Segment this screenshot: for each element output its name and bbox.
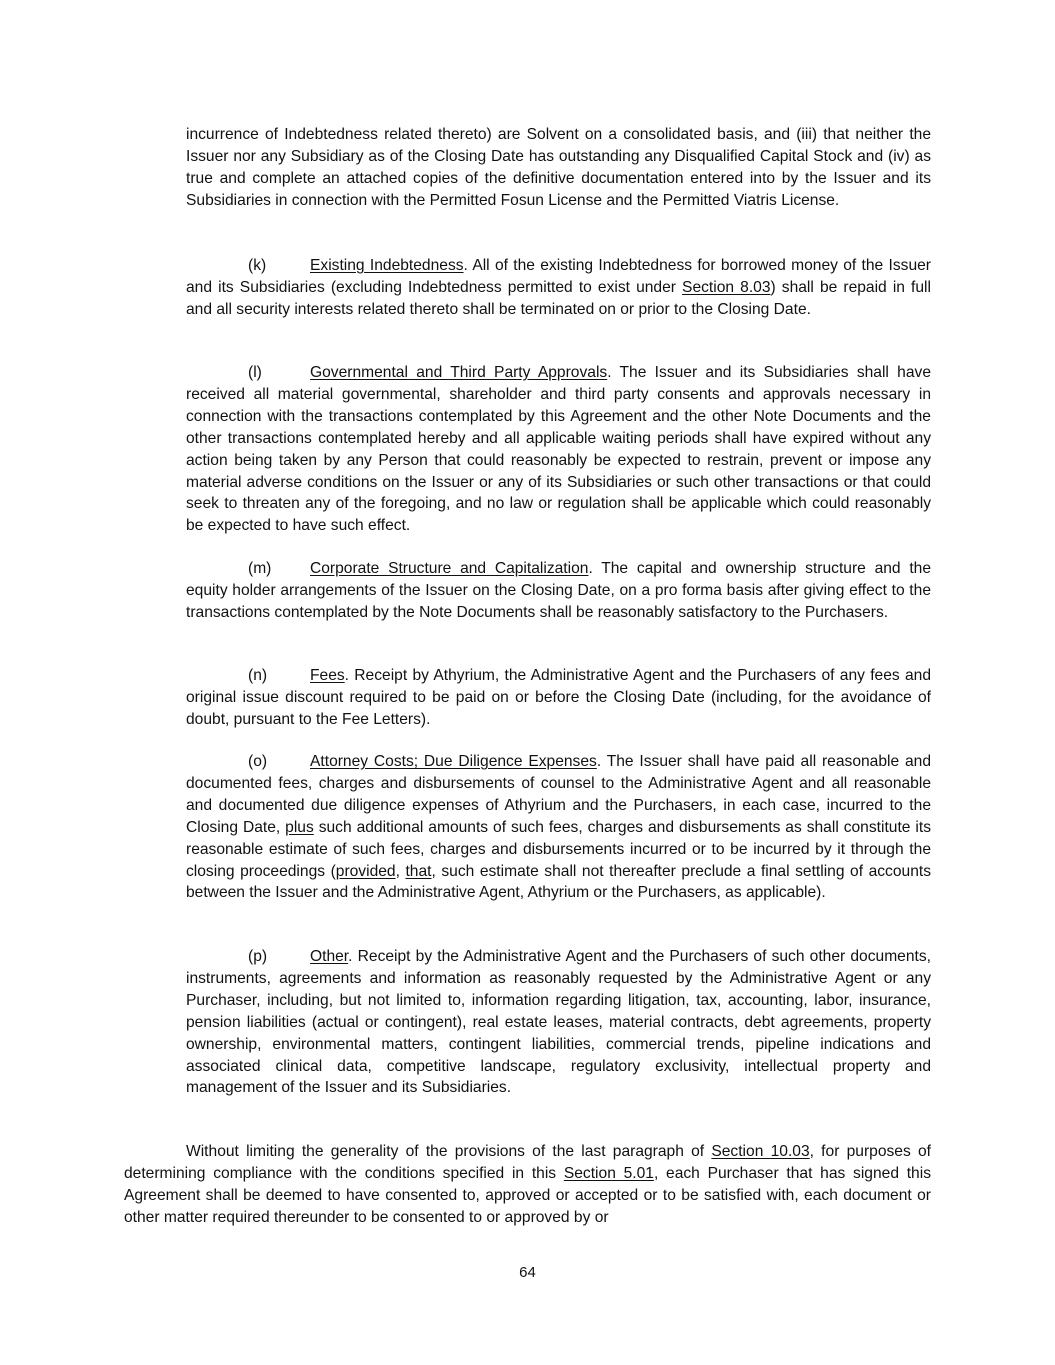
item-heading: Governmental and Third Party Approvals <box>310 364 608 381</box>
paragraph-text: . All of the existing Indebtedness for borrowed money of the Issuer and its Subsidiaries (excluding Indebtedness permitted to exist under <box>186 257 931 296</box>
paragraph-l-governmental-approvals <box>186 362 931 537</box>
section-reference: Section 8.03 <box>682 278 771 296</box>
paragraph-text: ) shall be repaid in full and all security interests related thereto shall be terminated on or prior to the Closing Date. <box>186 278 931 318</box>
provided-term: provided <box>335 862 396 880</box>
item-label: (o) <box>248 753 268 770</box>
item-heading: Other <box>310 948 349 965</box>
item-heading: Attorney Costs; Due Diligence Expenses <box>310 753 597 770</box>
item-heading: Existing Indebtedness <box>310 257 464 274</box>
paragraph-text: . Receipt by the Administrative Agent and the Purchasers of such other documents, instruments, agreements and information as reasonably requested by the Administrative Agent or any Purchaser, including, but not limited to, information regarding litigation, tax, accounting, labor, insurance, pension liabilities (actual or contingent), real estate leases, material contracts, debt agreements, property ownership, environmental matters, contingent liabilities, commercial trends, pipeline indications and associated clinical data, competitive landscape, regulatory exclusivity, intellectual property and management of the Issuer and its Subsidiaries. <box>186 948 931 1097</box>
separator-text: , <box>395 862 406 880</box>
paragraph-text: . The Issuer and its Subsidiaries shall have received all material governmental, shareholder and third party consents and approvals necessary in connection with the transactions contemplated by this Agreement and the other Note Documents and the other transactions contemplated hereby and all applicable waiting periods shall have expired without any action being taken by any Person that could reasonably be expected to restrain, prevent or impose any material adverse conditions on the Issuer or any of its Subsidiaries or such other transactions or that could seek to threaten any of the foregoing, and no law or regulation shall be applicable which could reasonably be expected to have such effect. <box>186 364 931 535</box>
item-label: (l) <box>248 364 262 381</box>
section-reference: Section 5.01 <box>563 1164 654 1182</box>
plus-term: plus <box>285 818 314 836</box>
item-label: (m) <box>248 560 272 577</box>
paragraph-text: , for purposes of determining compliance with the conditions specified in this <box>124 1143 931 1182</box>
paragraph-o-attorney-costs <box>186 751 931 904</box>
item-label: (p) <box>248 948 268 965</box>
paragraph-text: . The capital and ownership structure and the equity holder arrangements of the Issuer on the Closing Date, on a pro forma basis after giving effect to the transactions contemplated by the Note Documents shall be reasonably satisfactory to the Purchasers. <box>186 560 931 621</box>
that-term: that <box>405 862 432 880</box>
item-label: (k) <box>248 257 267 274</box>
paragraph-m-corporate-structure <box>186 558 931 624</box>
item-heading: Corporate Structure and Capitalization <box>310 560 589 577</box>
paragraph-closing <box>124 1141 931 1229</box>
section-reference: Section 10.03 <box>711 1143 810 1160</box>
item-label: (n) <box>248 667 268 684</box>
paragraph-text: , such estimate shall not thereafter preclude a final settling of accounts between the Issuer and the Administrative Agent, Athyrium or the Purchasers, as applicable). <box>186 862 931 902</box>
paragraph-intro <box>186 124 931 212</box>
paragraph-text: incurrence of Indebtedness related thereto) are Solvent on a consolidated basis, and (iii) that neither the Issuer nor any Subsidiary as of the Closing Date has outstanding any Disqualified Capital Stock and (iv) as true and complete an attached copies of the definitive documentation entered into by the Issuer and its Subsidiaries in connection with the Permitted Fosun License and the Permitted Viatris License. <box>186 126 931 209</box>
page-number: 64 <box>519 1264 536 1281</box>
paragraph-text: Without limiting the generality of the provisions of the last paragraph of <box>186 1143 712 1160</box>
paragraph-n-fees <box>186 665 931 731</box>
paragraph-p-other <box>186 946 931 1099</box>
paragraph-k-existing-indebtedness <box>186 255 931 321</box>
item-heading: Fees <box>310 667 345 684</box>
paragraph-text: . The Issuer shall have paid all reasonable and documented fees, charges and disbursements of counsel to the Administrative Agent and all reasonable and documented due diligence expenses of Athyrium and the Purchasers, in each case, incurred to the Closing Date, <box>186 753 931 836</box>
paragraph-text: , each Purchaser that has signed this Agreement shall be deemed to have consented to, approved or accepted or to be satisfied with, each document or other matter required thereunder to be consented to or approved by or <box>124 1164 931 1226</box>
paragraph-text: such additional amounts of such fees, charges and disbursements as shall constitute its reasonable estimate of such fees, charges and disbursements incurred or to be incurred by it through the closing proceedings ( <box>186 818 931 880</box>
paragraph-text: . Receipt by Athyrium, the Administrative Agent and the Purchasers of any fees and original issue discount required to be paid on or before the Closing Date (including, for the avoidance of doubt, pursuant to the Fee Letters). <box>186 667 931 728</box>
